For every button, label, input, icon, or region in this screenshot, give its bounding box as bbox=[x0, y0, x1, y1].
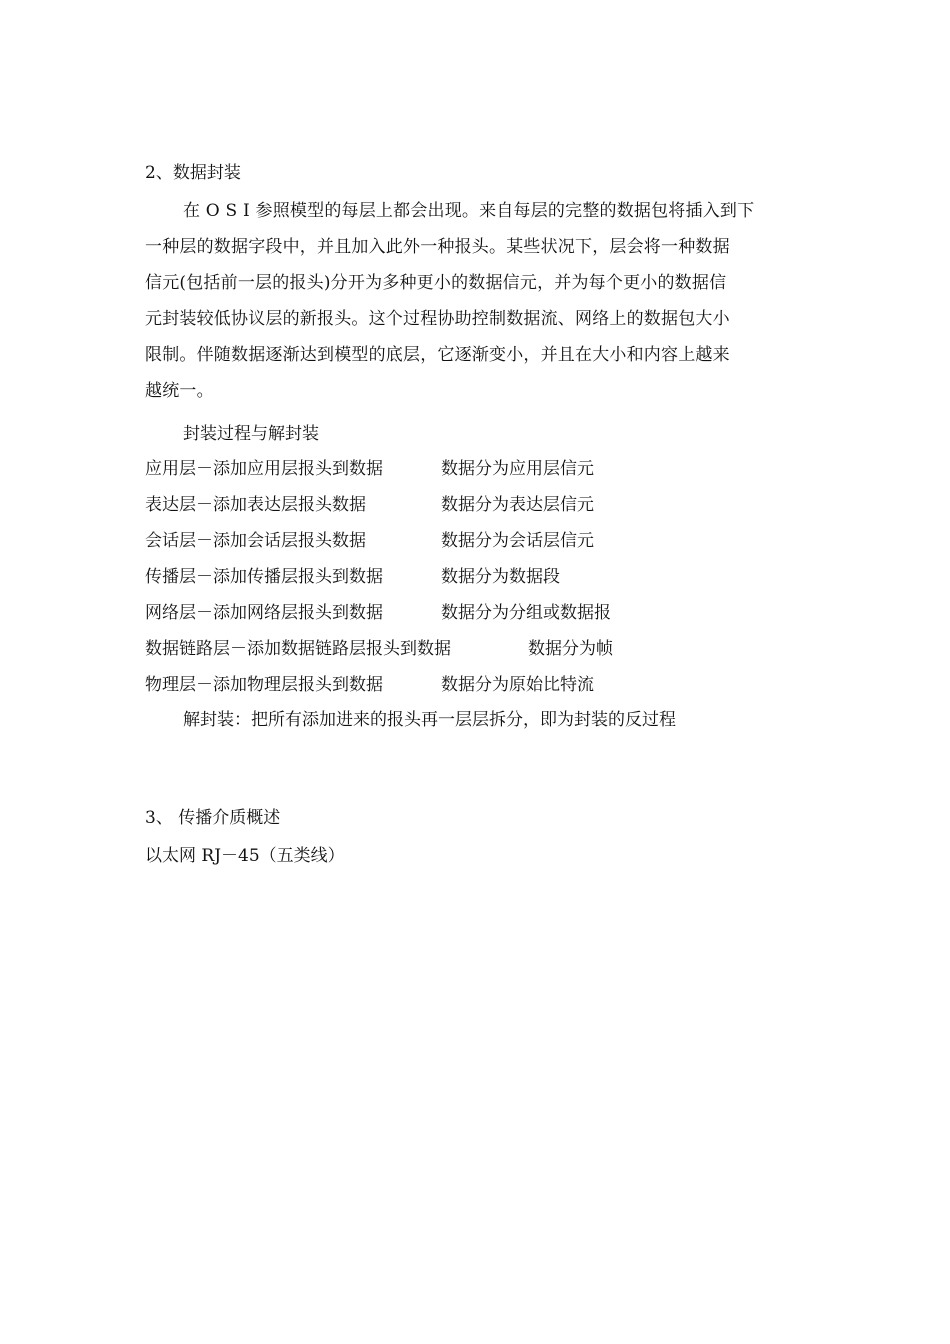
layer-row-datalink bbox=[145, 638, 613, 660]
layer-row-right: 数据分为分组或数据报 bbox=[441, 603, 611, 623]
layer-row-transport bbox=[145, 566, 560, 588]
layer-row-application bbox=[145, 458, 594, 480]
section2-heading: 2、数据封装 bbox=[145, 163, 241, 183]
encapsulation-subheading: 封装过程与解封装 bbox=[183, 424, 319, 444]
paragraph-line-1: 在 O S I 参照模型的每层上都会出现。来自每层的完整的数据包将插入到下 bbox=[183, 201, 755, 221]
layer-row-left: 传播层－添加传播层报头到数据 bbox=[145, 567, 383, 587]
layer-row-left: 网络层－添加网络层报头到数据 bbox=[145, 603, 383, 623]
layer-row-session bbox=[145, 530, 594, 552]
paragraph-line-6: 越统一。 bbox=[145, 381, 214, 401]
layer-row-presentation bbox=[145, 494, 594, 516]
layer-row-physical bbox=[145, 674, 594, 696]
layer-row-right: 数据分为表达层信元 bbox=[441, 495, 594, 515]
layer-row-left: 数据链路层－添加数据链路层报头到数据 bbox=[145, 639, 451, 659]
layer-row-right: 数据分为数据段 bbox=[441, 567, 560, 587]
paragraph-line-5: 限制。伴随数据逐渐达到模型的底层，它逐渐变小，并且在大小和内容上越来 bbox=[145, 345, 730, 365]
layer-row-right: 数据分为应用层信元 bbox=[441, 459, 594, 479]
layer-row-right: 数据分为帧 bbox=[528, 639, 613, 659]
layer-row-left: 应用层－添加应用层报头到数据 bbox=[145, 459, 383, 479]
paragraph-line-4: 元封装较低协议层的新报头。这个过程协助控制数据流、网络上的数据包大小 bbox=[145, 309, 730, 329]
section3-line-ethernet: 以太网 RJ－45（五类线） bbox=[145, 846, 345, 866]
layer-row-left: 物理层－添加物理层报头到数据 bbox=[145, 675, 383, 695]
paragraph-line-3: 信元(包括前一层的报头)分开为多种更小的数据信元，并为每个更小的数据信 bbox=[145, 273, 727, 293]
layer-row-left: 表达层－添加表达层报头数据 bbox=[145, 495, 366, 515]
layer-row-left: 会话层－添加会话层报头数据 bbox=[145, 531, 366, 551]
layer-row-right: 数据分为会话层信元 bbox=[441, 531, 594, 551]
layer-row-network bbox=[145, 602, 611, 624]
decapsulation-note: 解封装：把所有添加进来的报头再一层层拆分，即为封装的反过程 bbox=[183, 710, 676, 730]
layer-row-right: 数据分为原始比特流 bbox=[441, 675, 594, 695]
section3-heading: 3、 传播介质概述 bbox=[145, 808, 281, 828]
paragraph-line-2: 一种层的数据字段中，并且加入此外一种报头。某些状况下，层会将一种数据 bbox=[145, 237, 730, 257]
